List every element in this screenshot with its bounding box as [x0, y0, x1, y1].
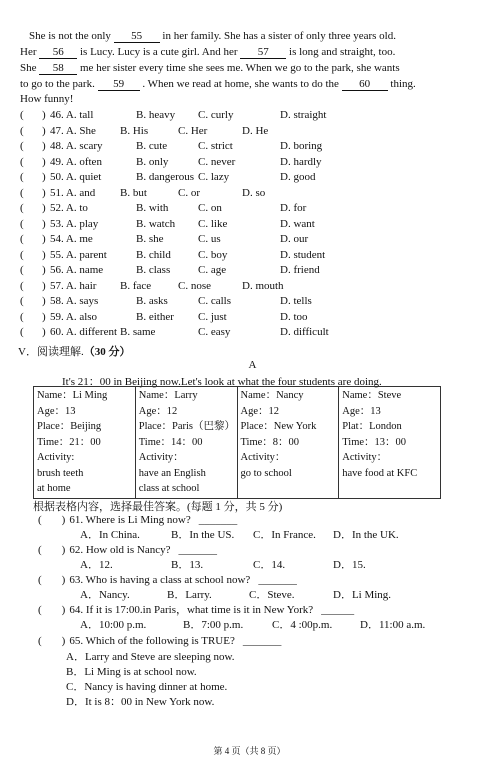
cell-line: Time：8：00: [240, 436, 300, 448]
answer-paren[interactable]: ): [42, 248, 46, 261]
answer-paren[interactable]: ): [42, 264, 46, 276]
cloze-question-row: [20, 201, 490, 216]
cloze-text: in her family. She has a sister of only three years old.: [162, 30, 396, 42]
question-option: B. dangerous: [136, 171, 195, 183]
reading-question: [38, 603, 354, 618]
question-stem: 61. Where is Li Ming now?: [69, 514, 191, 526]
table-row: [34, 387, 441, 499]
question-option: D. too: [280, 310, 308, 323]
question-option: B. she: [136, 233, 164, 245]
cloze-question-row: [20, 155, 490, 170]
cell-line: Name：Steve: [342, 390, 402, 401]
cloze-text: . When we read at home, she wants to do the: [142, 78, 339, 90]
question-option: 48. A. scary: [50, 140, 103, 152]
answer-paren[interactable]: ): [42, 326, 46, 338]
question-option: 46. A. tall: [50, 109, 94, 121]
reading-question: [38, 573, 297, 588]
answer-paren[interactable]: (: [20, 233, 24, 245]
answer-paren[interactable]: (: [20, 264, 24, 276]
answer-option[interactable]: B．In the US.: [171, 529, 235, 541]
question-option: B. same: [120, 326, 156, 338]
answer-option[interactable]: A．Nancy.: [80, 589, 130, 601]
cell-line: Age：12: [138, 405, 178, 417]
answer-blank[interactable]: _______: [258, 574, 297, 586]
reading-question: [38, 513, 237, 528]
question-option: B. face: [120, 279, 152, 292]
question-option: 51. A. and: [50, 186, 96, 199]
question-option: C. strict: [198, 140, 233, 152]
answer-blank[interactable]: _______: [198, 514, 238, 526]
cloze-text: She: [20, 62, 37, 74]
blank-59: 59: [98, 78, 140, 91]
answer-paren[interactable]: ): [42, 310, 46, 323]
answer-option[interactable]: C．Steve.: [249, 589, 295, 601]
answer-paren[interactable]: (: [20, 217, 24, 230]
passage-intro: It's 21：00 in Beijing now.Let's look at what the four students are doing.: [62, 376, 382, 388]
answer-paren[interactable]: (: [38, 544, 42, 556]
question-option: D. mouth: [242, 279, 284, 292]
cell-line: Name：Nancy: [240, 390, 304, 401]
question-option: D. difficult: [280, 326, 329, 338]
answer-option[interactable]: D．It is 8：00 in New York now.: [66, 696, 215, 708]
answer-option[interactable]: B．Larry.: [167, 589, 212, 601]
question-option: D. straight: [280, 109, 327, 121]
question-option: D. so: [242, 186, 266, 199]
table-cell-steve: [339, 387, 441, 499]
cell-line: Place：Paris（巴黎）: [138, 421, 235, 432]
question-option: C. age: [198, 264, 227, 276]
cloze-question-row: [20, 279, 490, 294]
question-option: B. watch: [136, 217, 176, 230]
reading-question: [38, 634, 281, 649]
question-option: B. but: [120, 186, 147, 199]
question-option: 57. A. hair: [50, 279, 97, 292]
question-option: C. on: [198, 202, 222, 214]
question-option: D. student: [280, 248, 326, 261]
question-option: C. lazy: [198, 171, 230, 183]
cloze-question-row: [20, 139, 490, 154]
cloze-line-2: [20, 45, 395, 60]
cloze-line-4: [20, 77, 416, 92]
question-option: C. curly: [198, 109, 234, 121]
cloze-question-row: [20, 248, 490, 263]
question-option: 56. A. name: [50, 264, 104, 276]
answer-paren[interactable]: ): [42, 171, 46, 183]
question-option: C. or: [178, 186, 200, 199]
answer-paren[interactable]: ): [61, 514, 66, 526]
cloze-question-row: [20, 294, 490, 309]
question-option: C. like: [198, 217, 228, 230]
answer-paren[interactable]: (: [20, 310, 24, 323]
table-cell-larry: [135, 387, 237, 499]
answer-paren[interactable]: (: [20, 140, 24, 152]
answer-paren[interactable]: ): [61, 635, 66, 647]
cell-line: Plat：London: [342, 421, 402, 432]
answer-option[interactable]: D．Li Ming.: [333, 589, 392, 601]
page-footer: 第 4 页（共 8 页）: [213, 746, 286, 756]
table-cell-nancy: [237, 387, 339, 499]
answer-paren[interactable]: (: [38, 604, 42, 616]
answer-paren[interactable]: (: [20, 202, 24, 214]
cell-line: Activity：: [240, 452, 286, 463]
question-option: B. class: [136, 264, 171, 276]
question-option: C. nose: [178, 279, 211, 292]
cell-line: Age：13: [37, 405, 76, 417]
cell-line: Activity：: [342, 452, 388, 463]
question-option: B. asks: [136, 295, 168, 307]
question-option: C. just: [198, 310, 227, 323]
question-stem: 62. How old is Nancy?: [69, 544, 171, 556]
answer-paren[interactable]: ): [42, 202, 46, 214]
answer-paren[interactable]: ): [42, 295, 46, 307]
answer-paren[interactable]: ): [42, 155, 46, 168]
cloze-text: thing.: [390, 78, 416, 90]
cell-line: Activity：: [138, 452, 184, 463]
question-option: B. His: [120, 124, 149, 137]
question-option: 60. A. different: [50, 326, 118, 338]
cell-line: go to school: [240, 467, 292, 479]
question-option: B. either: [136, 310, 174, 323]
cloze-text: is long and straight, too.: [289, 46, 396, 58]
question-option: C. us: [198, 233, 221, 245]
answer-paren[interactable]: (: [20, 295, 24, 307]
question-option: D. friend: [280, 264, 320, 276]
cloze-line-1: [29, 29, 396, 44]
question-option: D. tells: [280, 295, 312, 307]
cell-line: Activity:: [37, 452, 75, 463]
cloze-question-row: [20, 217, 490, 232]
question-stem: 63. Who is having a class at school now?: [69, 574, 251, 586]
cloze-line-3: [20, 61, 400, 76]
cell-line: Age：13: [342, 405, 381, 417]
answer-paren[interactable]: ): [42, 109, 46, 121]
question-option: D. boring: [280, 140, 323, 152]
answer-paren[interactable]: ): [61, 574, 66, 586]
section-title: V．阅读理解.: [18, 346, 84, 358]
question-option: C. easy: [198, 326, 231, 338]
blank-58: 58: [39, 62, 77, 75]
answer-paren[interactable]: ): [42, 217, 46, 230]
cell-line: Name：Larry: [138, 390, 198, 401]
table-cell-li-ming: [34, 387, 136, 499]
question-option: 59. A. also: [50, 310, 98, 323]
question-stem: 65. Which of the following is TRUE?: [69, 635, 235, 647]
cloze-text: She is not the only: [29, 30, 111, 42]
passage-letter: A: [248, 359, 257, 371]
answer-paren[interactable]: (: [38, 514, 42, 526]
cell-line: brush teeth: [37, 467, 84, 479]
answer-option[interactable]: D．In the UK.: [333, 529, 399, 541]
cell-line: Place：New York: [240, 421, 317, 432]
question-option: C. boy: [198, 248, 228, 261]
reading-question: [38, 543, 217, 558]
answer-option[interactable]: A．10:00 p.m.: [80, 619, 147, 631]
answer-option[interactable]: C．Nancy is having dinner at home.: [66, 681, 228, 693]
answer-option[interactable]: B．13.: [171, 559, 204, 571]
answer-option[interactable]: B．Li Ming is at school now.: [66, 666, 197, 678]
cell-line: Time：21：00: [37, 436, 101, 448]
cloze-text: me her sister every time she sees me. When we go to the park, she wants: [80, 62, 400, 74]
question-stem: 64. If it is 17:00.in Paris，what time is it in New York?: [69, 604, 314, 616]
question-option: 50. A. quiet: [50, 171, 102, 183]
cell-line: at home: [37, 483, 71, 494]
answer-paren[interactable]: ): [42, 279, 46, 292]
question-option: B. child: [136, 248, 171, 261]
answer-paren[interactable]: (: [38, 635, 42, 647]
instruction-text: 根据表格内容，选择最佳答案。(每题 1 分，共 5 分): [33, 501, 283, 513]
cloze-question-row: [20, 124, 490, 139]
answer-option[interactable]: D．15.: [333, 559, 366, 571]
question-option: 54. A. me: [50, 233, 93, 245]
answer-option[interactable]: A．In China.: [80, 529, 140, 541]
cloze-text: Her: [20, 46, 37, 58]
cloze-question-row: [20, 186, 490, 201]
answer-paren[interactable]: ): [42, 186, 46, 199]
answer-blank[interactable]: _______: [242, 635, 282, 647]
question-option: D. good: [280, 171, 316, 183]
answer-option[interactable]: C．14.: [253, 559, 286, 571]
answer-blank[interactable]: _______: [178, 544, 217, 556]
answer-paren[interactable]: (: [20, 279, 24, 292]
question-option: C. calls: [198, 295, 231, 307]
section-heading: [18, 343, 130, 359]
answer-paren[interactable]: (: [20, 186, 24, 199]
question-option: D. He: [242, 124, 269, 137]
cell-line: Name：Li Ming: [37, 390, 108, 401]
answer-paren[interactable]: (: [38, 574, 42, 586]
answer-paren[interactable]: ): [42, 124, 46, 137]
cell-line: Time：14：00: [138, 436, 203, 448]
answer-paren[interactable]: ): [61, 604, 66, 616]
cloze-line-5: How funny!: [20, 93, 74, 105]
answer-paren[interactable]: (: [20, 326, 24, 338]
answer-paren[interactable]: (: [20, 155, 24, 168]
answer-paren[interactable]: ): [42, 140, 46, 152]
question-option: B. cute: [136, 140, 168, 152]
cloze-question-row: [20, 232, 490, 247]
question-option: C. never: [198, 155, 236, 168]
blank-56: 56: [39, 46, 77, 59]
question-option: 53. A. play: [50, 217, 99, 230]
answer-paren[interactable]: (: [20, 171, 24, 183]
question-option: 49. A. often: [50, 155, 102, 168]
cell-line: have food at KFC: [342, 467, 418, 479]
answer-option[interactable]: B．7:00 p.m.: [183, 619, 244, 631]
answer-option[interactable]: A．12.: [80, 559, 113, 571]
blank-57: 57: [240, 46, 286, 59]
blank-55: 55: [114, 30, 160, 43]
answer-paren[interactable]: ): [42, 233, 46, 245]
cloze-text: to go to the park.: [20, 78, 95, 90]
answer-option[interactable]: C．In France.: [253, 529, 316, 541]
question-option: B. with: [136, 202, 169, 214]
question-option: 58. A. says: [50, 295, 99, 307]
cloze-question-row: [20, 263, 490, 278]
cloze-question-row: [20, 170, 490, 185]
answer-paren[interactable]: ): [61, 544, 66, 556]
answer-blank[interactable]: ______: [321, 604, 355, 616]
cell-line: Time：13：00: [342, 436, 407, 448]
question-option: B. heavy: [136, 109, 176, 121]
cell-line: Place：Beijing: [37, 421, 102, 432]
question-option: D. want: [280, 217, 315, 230]
question-option: B. only: [136, 155, 169, 168]
students-table: [33, 386, 441, 499]
question-option: D. for: [280, 202, 307, 214]
cell-line: Age：12: [240, 405, 279, 417]
question-option: D. hardly: [280, 155, 322, 168]
cloze-question-row: [20, 310, 490, 325]
cloze-text: is Lucy. Lucy is a cute girl. And her: [80, 46, 238, 58]
question-option: 52. A. to: [50, 202, 88, 214]
cell-line: class at school: [138, 483, 200, 494]
answer-option[interactable]: A．Larry and Steve are sleeping now.: [66, 651, 235, 663]
blank-60: 60: [342, 78, 388, 91]
question-option: 55. A. parent: [50, 248, 107, 261]
answer-paren[interactable]: (: [20, 109, 24, 121]
cloze-question-row: [20, 108, 490, 123]
section-score: （30 分）: [83, 346, 131, 358]
question-option: D. our: [280, 233, 309, 245]
answer-option[interactable]: D．11:00 a.m.: [360, 619, 426, 631]
cloze-question-row: [20, 325, 490, 340]
answer-paren[interactable]: (: [20, 124, 24, 137]
question-option: C. Her: [178, 124, 208, 137]
answer-paren[interactable]: (: [20, 248, 24, 261]
cell-line: have an English: [138, 467, 206, 479]
answer-option[interactable]: C．4 :00p.m.: [272, 619, 333, 631]
question-option: 47. A. She: [50, 124, 96, 137]
